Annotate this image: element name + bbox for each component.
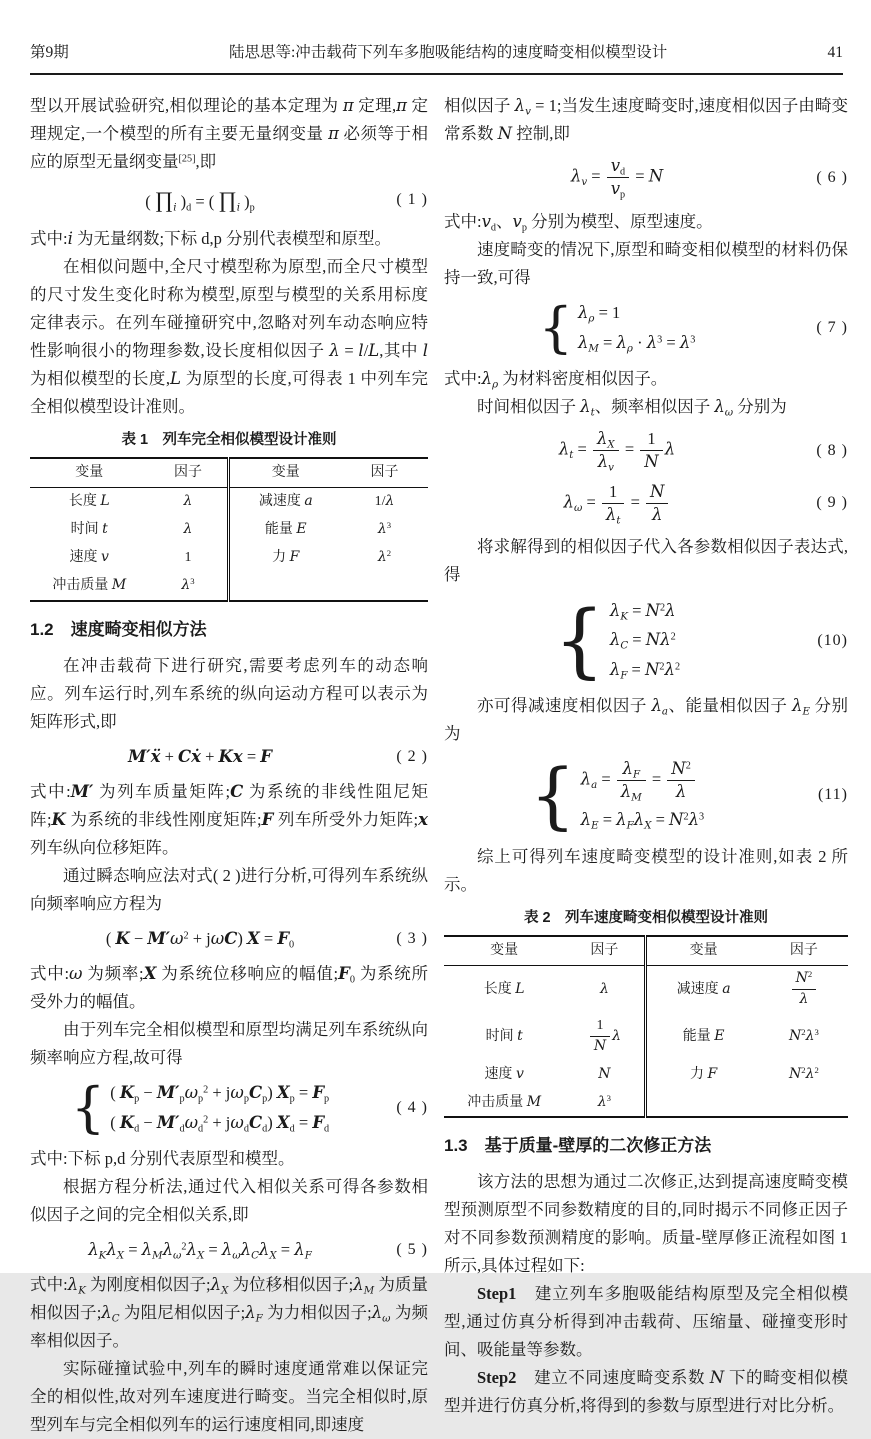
paragraph: 式中$:v_d$、$v_p$ 分别为模型、原型速度。 xyxy=(444,211,713,234)
table-cell xyxy=(646,1088,760,1117)
table-caption: 表 1 列车完全相似模型设计准则 xyxy=(121,431,337,448)
table-row xyxy=(444,1060,848,1088)
equation-body: $\lambda_\omega$ = $\frac{1}{\lambda_t}$ = $\frac{N}{\lambda}$ xyxy=(564,481,671,527)
equation-number: (11) xyxy=(817,786,848,804)
table-cell: λ xyxy=(183,521,193,538)
table-cell: 减速度 a xyxy=(229,487,341,516)
table-cell xyxy=(760,1088,848,1117)
equation-10 xyxy=(444,593,848,687)
column-header: 变量 xyxy=(646,936,760,966)
design-criteria-table xyxy=(444,935,848,1119)
table-row xyxy=(30,487,428,516)
equation-2 xyxy=(30,743,428,771)
equation-body: $\lambda_v$ = $\frac{v_d}{v_p}$ = N xyxy=(570,156,664,201)
table-cell: $\lambda^3$ xyxy=(377,520,392,538)
table-cell: λ xyxy=(599,981,609,998)
equation-body: { $\lambda_\rho = 1$ $\lambda_M = \lambda_\rho \cdot \lambda^3 = \lambda^3$ xyxy=(538,296,696,360)
right-column xyxy=(444,92,848,1420)
paragraph: 相似因子 $\lambda_v = 1$;当发生速度畸变时,速度相似因子由畸变常系数 N 控制,即 xyxy=(444,96,849,143)
column-header: 因子 xyxy=(149,458,229,488)
journal-issue-label: 第9期 xyxy=(30,44,69,61)
table-cell: λ xyxy=(183,493,193,510)
table-cell: 速度 v xyxy=(484,1065,524,1082)
table-cell: $\frac{1}{N}$ λ xyxy=(564,1013,646,1060)
column-header: 变量 xyxy=(229,458,341,488)
equation-11 xyxy=(444,753,848,838)
equation-9 xyxy=(444,481,848,527)
paragraph: 式中:下标 p,d 分别代表原型和模型。 xyxy=(30,1149,295,1169)
paragraph: 式中:M′ 为列车质量矩阵;C 为系统的非线性阻尼矩阵;K 为系统的非线性刚度矩阵;F 列车所受外力矩阵;x 列车纵向位移矩阵。 xyxy=(30,781,428,857)
table-cell: $\lambda^3$ xyxy=(597,1092,611,1110)
paragraph: 时间相似因子 $\lambda_t$、频率相似因子 $\lambda_\omega$ 分别为 xyxy=(477,397,787,419)
column-header: 因子 xyxy=(564,936,646,966)
page-number: 41 xyxy=(827,44,843,61)
equation-number: ( 4 ) xyxy=(396,1099,428,1117)
equation-body: ( $\prod_i$ )$_d$ = ( $\prod_i$ )$_p$ xyxy=(145,187,255,214)
equation-body: $\lambda_K\lambda_X = \lambda_M\lambda_\omega^2\lambda_X = \lambda_\omega\lambda_C\lambda_X = \lambda_F$ xyxy=(88,1240,312,1262)
table-cell: $N^2\lambda^3$ xyxy=(788,1027,819,1045)
table-cell: 长度 L xyxy=(68,493,110,510)
table-caption: 表 2 列车速度畸变相似模型设计准则 xyxy=(523,909,769,926)
equation-number: ( 8 ) xyxy=(816,441,848,459)
table-cell: 能量 E xyxy=(229,516,341,544)
equation-number: ( 1 ) xyxy=(396,191,428,209)
table-row xyxy=(30,516,428,544)
equation-body: { $\lambda_K = N^2\lambda$ $\lambda_C = N\lambda^2$ $\lambda_F = N^2\lambda^2$ xyxy=(553,593,681,687)
column-header: 变量 xyxy=(444,936,564,966)
paragraph: 由于列车完全相似模型和原型均满足列车系统纵向频率响应方程,故可得 xyxy=(30,1019,428,1067)
table-cell: $\lambda^2$ xyxy=(377,548,392,566)
equation-5 xyxy=(30,1236,428,1264)
paragraph: 在冲击载荷下进行研究,需要考虑列车的动态响应。列车运行时,列车系统的纵向运动方程可以表示为矩阵形式,即 xyxy=(30,655,428,731)
paragraph: 式中$:\lambda_K$ 为刚度相似因子$;\lambda_X$ 为位移相似因子$;\lambda_M$ 为质量相似因子$;\lambda_C$ 为阻尼相似因子$;\lambda_F$ 为力相似因子$;\lambda_\omega$ 为频率相似因子。 xyxy=(30,1275,429,1351)
paragraph: Step1 建立列车多胞吸能结构原型及完全相似模型,通过仿真分析得到冲击载荷、压缩量、碰撞变形时间、吸能量等参数。 xyxy=(444,1284,848,1360)
equation-3 xyxy=(30,925,428,953)
paragraph: 通过瞬态响应法对式( 2 )进行分析,可得列车系统纵向频率响应方程为 xyxy=(30,865,428,913)
section-heading-1-3: 1.3 基于质量-壁厚的二次修正方法 xyxy=(444,1136,712,1156)
table-cell: 减速度 a xyxy=(646,965,760,1013)
paragraph: 将求解得到的相似因子代入各参数相似因子表达式,得 xyxy=(444,537,848,585)
table-row xyxy=(444,1013,848,1060)
design-criteria-table xyxy=(30,457,428,602)
running-header xyxy=(30,40,843,75)
table-cell: 时间 t xyxy=(485,1028,523,1045)
table-cell: 1 xyxy=(184,549,192,565)
paragraph: 实际碰撞试验中,列车的瞬时速度通常难以保证完全的相似性,故对列车速度进行畸变。当完全相似时,原型列车与完全相似列车的运行速度相同,即速度 xyxy=(30,1359,428,1435)
paragraph: 亦可得减速度相似因子 $\lambda_a$、能量相似因子 $\lambda_E$ 分别为 xyxy=(444,696,849,744)
table-cell: 时间 t xyxy=(70,521,108,538)
table-cell: $\frac{N^2}{\lambda}$ xyxy=(760,965,848,1013)
table-cell xyxy=(229,572,341,601)
table-row xyxy=(30,544,428,572)
equation-number: ( 9 ) xyxy=(816,494,848,512)
table-cell: 长度 L xyxy=(483,981,525,998)
equation-number: ( 6 ) xyxy=(816,168,848,186)
left-column xyxy=(30,92,428,1439)
table-1 xyxy=(30,457,428,602)
column-header: 变量 xyxy=(30,458,149,488)
table-row xyxy=(30,572,428,601)
table-cell: 冲击质量 M xyxy=(52,577,127,594)
equation-number: (10) xyxy=(817,631,848,649)
table-cell: 力 F xyxy=(229,544,341,572)
table-cell: $N^2\lambda^2$ xyxy=(788,1064,819,1082)
table-cell: 冲击质量 M xyxy=(467,1093,542,1110)
table-cell: N xyxy=(598,1065,611,1082)
table-2 xyxy=(444,935,848,1119)
paragraph: 该方法的思想为通过二次修正,达到提高速度畸变模型预测原型不同参数精度的目的,同时揭示不同修正因子对不同参数预测精度的影响。质量-壁厚修正流程如图 1 所示,具体过程如下: xyxy=(444,1172,848,1276)
equation-body: { $\lambda_a$ = $\frac{\lambda_F}{\lambda_M}$ = $\frac{N^2}{\lambda}$ $\lambda_E = \lambda_F\lambda_X = N^2\lambda^3$ xyxy=(529,753,705,838)
paragraph: 式中:ω 为频率;X 为系统位移响应的幅值$;F_0$ 为系统所受外力的幅值。 xyxy=(30,963,429,1011)
equation-number: ( 5 ) xyxy=(396,1241,428,1259)
table-row xyxy=(444,965,848,1013)
column-header: 因子 xyxy=(760,936,848,966)
paragraph: 式中:i 为无量纲数;下标 d,p 分别代表模型和原型。 xyxy=(30,228,391,248)
equation-number: ( 3 ) xyxy=(396,929,428,947)
paragraph: Step2 建立不同速度畸变系数 N 下的畸变相似模型并进行仿真分析,将得到的参数与原型进行对比分析。 xyxy=(444,1368,849,1416)
table-cell: $\lambda^3$ xyxy=(181,576,195,594)
equation-6 xyxy=(444,155,848,201)
equation-1 xyxy=(30,183,428,218)
paragraph: 在相似问题中,全尺寸模型称为原型,而全尺寸模型的尺寸发生变化时称为模型,原型与模型的关系用标度定律表示。在列车碰撞研究中,忽略对列车动态响应特性影响很小的物理参数,设长度相似因子 λ = l/L,其中 l 为相似模型的长度,L 为原型的长度,可得表 1 中列车完全相似模型设计准则。 xyxy=(30,256,429,416)
table-cell xyxy=(341,572,428,601)
running-title: 陆思思等:冲击载荷下列车多胞吸能结构的速度畸变相似模型设计 xyxy=(228,44,668,61)
paragraph: 式中$:\lambda_\rho$ 为材料密度相似因子。 xyxy=(444,369,668,391)
equation-body: { ( $K_p - M'_p\omega_p^2 + j\omega_pC_p$) $X_p = F_p$ ( $K_d - M'_d\omega_d^2 + j\omega_dC_d$) $X_d = F_d$ xyxy=(70,1076,330,1140)
equation-7 xyxy=(444,296,848,360)
table-cell: 能量 E xyxy=(646,1013,760,1060)
equation-4 xyxy=(30,1076,428,1140)
equation-body: $\lambda_t$ = $\frac{\lambda_X}{\lambda_v}$ = $\frac{1}{N}$ λ xyxy=(558,429,676,474)
paragraph: 根据方程分析法,通过代入相似关系可得各参数相似因子之间的完全相似关系,即 xyxy=(30,1177,428,1225)
table-cell: 1/λ xyxy=(374,493,395,510)
table-cell: 力 F xyxy=(646,1060,760,1088)
equation-number: ( 2 ) xyxy=(396,747,428,765)
paragraph: 综上可得列车速度畸变模型的设计准则,如表 2 所示。 xyxy=(444,846,848,894)
table-row xyxy=(444,1088,848,1117)
equation-8 xyxy=(444,428,848,474)
equation-body: ( $K - M'\omega^2 + j\omega C$) $X = F_0$ xyxy=(105,928,295,951)
table-cell: 速度 v xyxy=(69,549,109,566)
section-heading-1-2: 1.2 速度畸变相似方法 xyxy=(30,619,207,639)
paragraph: 型以开展试验研究,相似理论的基本定理为 π 定理,π 定理规定,一个模型的所有主要无量纲变量 π 必须等于相应的原型无量纲变量[25],即 xyxy=(30,96,429,171)
paragraph: 速度畸变的情况下,原型和畸变相似模型的材料仍保持一致,可得 xyxy=(444,239,848,287)
equation-body: M′ẍ + Cẋ + Kx = F xyxy=(127,746,273,766)
column-header: 因子 xyxy=(341,458,428,488)
equation-number: ( 7 ) xyxy=(816,319,848,337)
